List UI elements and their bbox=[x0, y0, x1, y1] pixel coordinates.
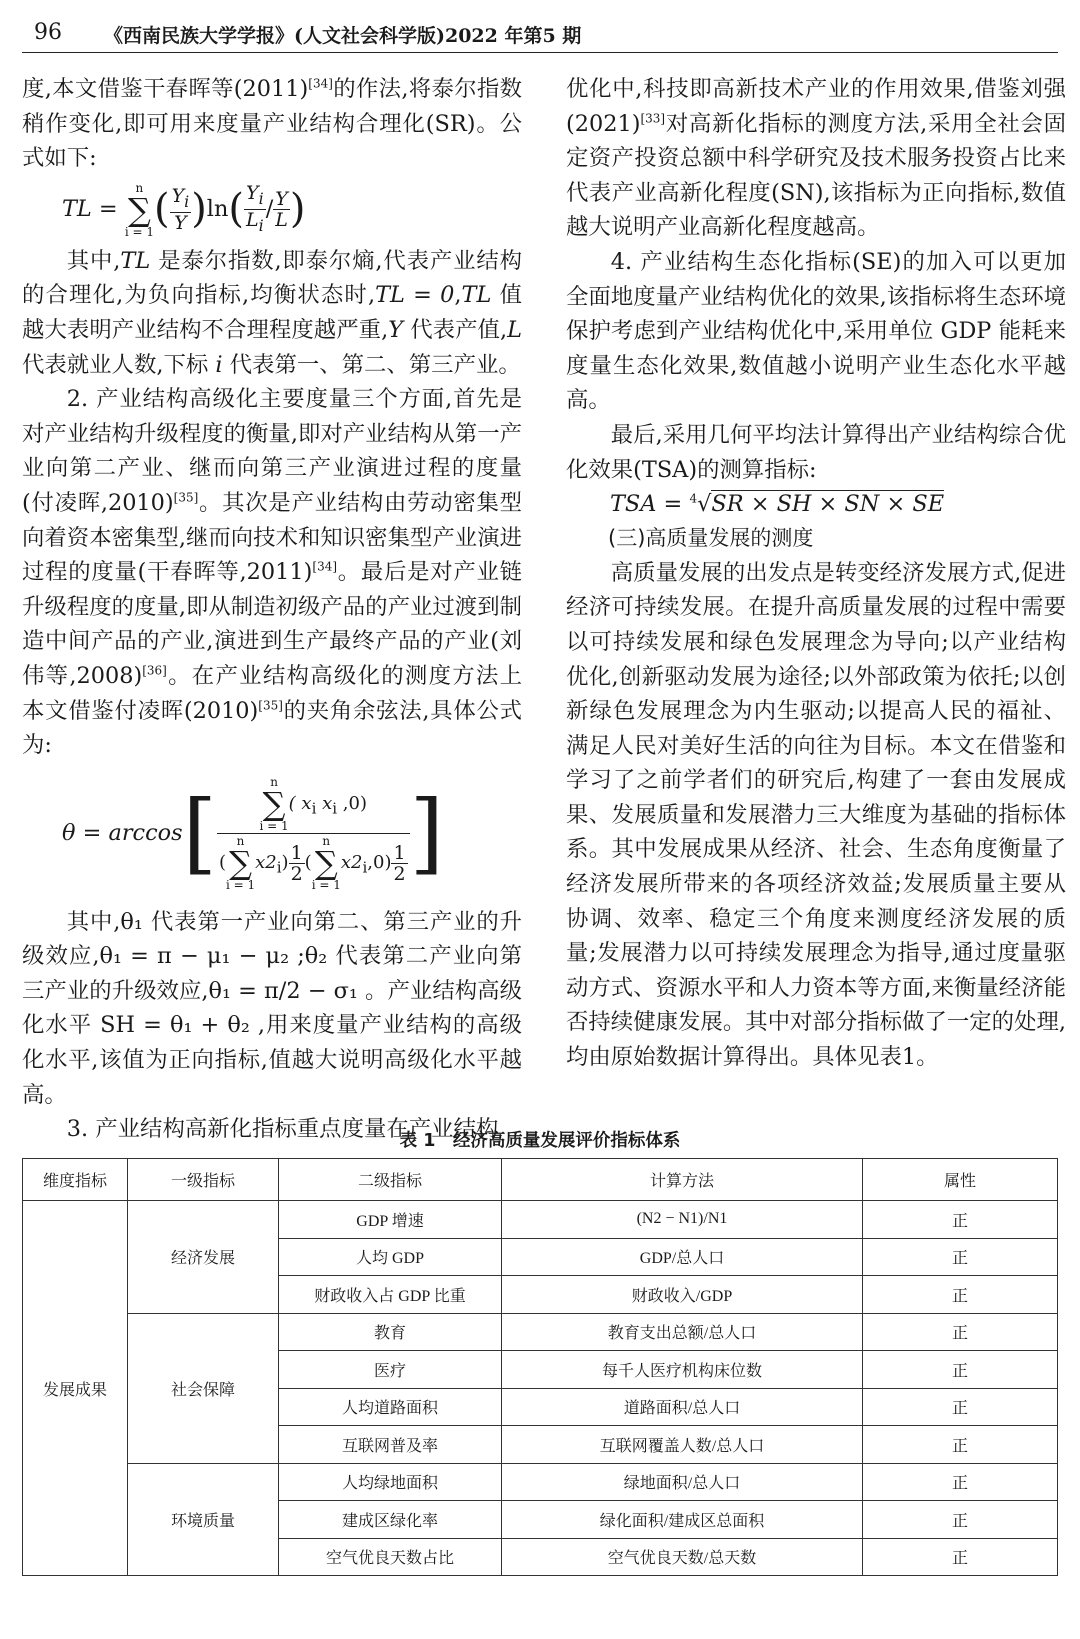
page-number: 96 bbox=[34, 20, 62, 45]
attribute-cell: 正 bbox=[863, 1276, 1058, 1314]
method-cell: (N2 − N1)/N1 bbox=[502, 1201, 863, 1239]
paragraph: 其中,θ₁ 代表第一产业向第二、第三产业的升级效应,θ₁ = π − μ₁ − μ₂ ;θ₂ 代表第二产业向第三产业的升级效应,θ₁ = π/2 − σ₁ 。产业结构高级化水平 SH = θ₁ + θ₂ ,用来度量产业结构的高级化水平,该值为正向指标,值越大说明高级化水平越高。 bbox=[22, 908, 522, 1108]
paragraph: 最后,采用几何平均法计算得出产业结构综合优化效果(TSA)的测算指标: bbox=[566, 421, 1066, 483]
level2-cell: 教育 bbox=[279, 1313, 502, 1351]
paragraph: 4. 产业结构生态化指标(SE)的加入可以更加全面地度量产业结构优化的效果,该指标将生态环境保护考虑到产业结构优化中,采用单位 GDP 能耗来度量生态化效果,数值越小说明产业生态化水平越高。 bbox=[566, 248, 1066, 414]
paragraph: 3. 产业结构高新化指标重点度量在产业结构 bbox=[66, 1116, 499, 1143]
attribute-cell: 正 bbox=[863, 1426, 1058, 1464]
table-header-row bbox=[23, 1159, 1058, 1201]
method-cell: 绿地面积/总人口 bbox=[502, 1463, 863, 1501]
paragraph: 2. 产业结构高级化主要度量三个方面,首先是对产业结构升级程度的衡量,即对产业结构从第一产业向第二产业、继而向第三产业演进过程的度量(付凌晖,2010)[35]。其次是产业结构由劳动密集型向着资本密集型,继而向技术和知识密集型产业演进过程的度量(干春晖等,2011)[34]。最后是对产业链升级程度的度量,即从制造初级产品的产业过渡到制造中间产品的产业,演进到生产最终产品的产业(刘伟等,2008)[36]。在产业结构高级化的测度方法上本文借鉴付凌晖(2010)[35]的夹角余弦法,具体公式为: bbox=[22, 386, 523, 759]
level2-cell: 互联网普及率 bbox=[279, 1426, 502, 1464]
header-cell: 属性 bbox=[863, 1159, 1058, 1201]
formula-theta: θ = arccos [ n ∑ i = 1 ( $x_i$ $x_i$ ,0) ( n ∑ i = 1 $x2_i$) $\frac{1}{2}$ ( n ∑ i = 1 $x2_i,0$) $\frac{1}{2}$ ] bbox=[62, 775, 444, 893]
paragraph: 高质量发展的出发点是转变经济发展方式,促进经济可持续发展。在提升高质量发展的过程中需要以可持续发展和绿色发展理念为导向;以产业结构优化,创新驱动发展为途径;以外部政策为依托;以创新绿色发展理念为内生驱动;以提高人民的福祉、满足人民对美好生活的向往为目标。本文在借鉴和学习了之前学者们的研究后,构建了一套由发展成果、发展质量和发展潜力三大维度为基础的指标体系。其中发展成果从经济、社会、生态角度衡量了经济发展所带来的各项经济效益;发展质量主要从协调、效率、稳定三个角度来测度经济发展的质量;发展潜力以可持续发展理念为指导,通过度量驱动方式、资源水平和人力资本等方面,来衡量经济能否持续健康发展。其中对部分指标做了一定的处理,均由原始数据计算得出。具体见表1。 bbox=[566, 559, 1066, 1071]
method-cell: 财政收入/GDP bbox=[502, 1276, 863, 1314]
paragraph: 度,本文借鉴干春晖等(2011)[34]的作法,将泰尔指数稍作变化,即可用来度量产业结构合理化(SR)。公式如下: bbox=[22, 76, 522, 172]
header-cell: 维度指标 bbox=[23, 1159, 128, 1201]
method-cell: 空气优良天数/总天数 bbox=[502, 1538, 863, 1576]
header-cell: 一级指标 bbox=[128, 1159, 279, 1201]
header-cell: 二级指标 bbox=[279, 1159, 502, 1201]
header-cell: 计算方法 bbox=[502, 1159, 863, 1201]
formula-tsa: TSA = $^4$√SR × SH × SN × SE bbox=[610, 491, 945, 518]
paragraph: 优化中,科技即高新技术产业的作用效果,借鉴刘强(2021)[33]对高新化指标的测度方法,采用全社会固定资产投资总额中科学研究及技术服务投资占比来代表产业高新化程度(SN),该指标为正向指标,数值越大说明产业高新化程度越高。 bbox=[566, 76, 1066, 241]
attribute-cell: 正 bbox=[863, 1388, 1058, 1426]
attribute-cell: 正 bbox=[863, 1351, 1058, 1389]
journal-title: 《西南民族大学学报》(人文社会科学版)2022 年第5 期 bbox=[104, 25, 582, 47]
method-cell: 互联网覆盖人数/总人口 bbox=[502, 1426, 863, 1464]
page-header bbox=[22, 16, 1058, 53]
right-column bbox=[566, 72, 1066, 1075]
section-subheading: (三)高质量发展的测度 bbox=[608, 526, 814, 551]
level2-cell: GDP 增速 bbox=[279, 1201, 502, 1239]
method-cell: 每千人医疗机构床位数 bbox=[502, 1351, 863, 1389]
attribute-cell: 正 bbox=[863, 1313, 1058, 1351]
paragraph: 其中,TL 是泰尔指数,即泰尔熵,代表产业结构的合理化,为负向指标,均衡状态时,TL = 0,TL 值越大表明产业结构不合理程度越严重,Y 代表产值,L 代表就业人数,下标 i 代表第一、第二、第三产业。 bbox=[22, 247, 522, 378]
level2-cell: 人均绿地面积 bbox=[279, 1463, 502, 1501]
attribute-cell: 正 bbox=[863, 1201, 1058, 1239]
attribute-cell: 正 bbox=[863, 1501, 1058, 1539]
method-cell: 绿化面积/建成区总面积 bbox=[502, 1501, 863, 1539]
attribute-cell: 正 bbox=[863, 1538, 1058, 1576]
level2-cell: 空气优良天数占比 bbox=[279, 1538, 502, 1576]
table-row bbox=[23, 1201, 1058, 1239]
table-row bbox=[23, 1463, 1058, 1501]
table-row bbox=[23, 1313, 1058, 1351]
level2-cell: 医疗 bbox=[279, 1351, 502, 1389]
method-cell: 道路面积/总人口 bbox=[502, 1388, 863, 1426]
formula-tl: TL = n ∑ i = 1 ( $\frac{Y_i}{Y}$ ) ln ( $\frac{Y_i}{L_i}$ / $\frac{Y}{L}$ ) bbox=[62, 180, 306, 239]
indicator-table bbox=[22, 1158, 1058, 1576]
level1-cell: 环境质量 bbox=[128, 1463, 279, 1576]
left-column bbox=[22, 72, 522, 1147]
level1-cell: 经济发展 bbox=[128, 1201, 279, 1314]
level2-cell: 人均 GDP bbox=[279, 1238, 502, 1276]
level2-cell: 建成区绿化率 bbox=[279, 1501, 502, 1539]
method-cell: GDP/总人口 bbox=[502, 1238, 863, 1276]
level2-cell: 财政收入占 GDP 比重 bbox=[279, 1276, 502, 1314]
attribute-cell: 正 bbox=[863, 1238, 1058, 1276]
method-cell: 教育支出总额/总人口 bbox=[502, 1313, 863, 1351]
level1-cell: 社会保障 bbox=[128, 1313, 279, 1463]
table-caption: 表 1 经济高质量发展评价指标体系 bbox=[399, 1131, 681, 1151]
dimension-cell: 发展成果 bbox=[23, 1201, 128, 1576]
attribute-cell: 正 bbox=[863, 1463, 1058, 1501]
level2-cell: 人均道路面积 bbox=[279, 1388, 502, 1426]
